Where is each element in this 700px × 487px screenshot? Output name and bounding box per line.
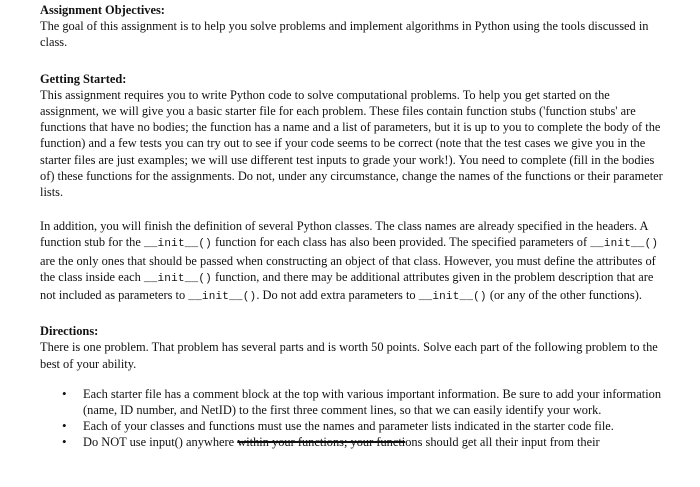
getting-started-paragraph-1: This assignment requires you to write Python code to solve computational problems. To help you get started on the assignment, we will give you a basic starter file for each problem. These files contain function stubs ('function stubs' are functions that have no bodies; the function has a name and a list of parameters, but it is up to you to complete the body of the function) and a few tests you can try out to see if your code seems to be correct (note that the test cases we give you in the starter files are just examples; we will use different test inputs to grade your work!). You need to complete (fill in the bodies of) these functions for the assignments. Do not, under any circumstance, change the names of the functions or their parameter lists. <box>40 87 663 200</box>
list-item-text <box>83 435 600 449</box>
directions-heading: Directions: <box>40 324 99 339</box>
objectives-heading: Assignment Objectives: <box>40 3 165 17</box>
text-run: (or any of the other functions). <box>486 288 642 303</box>
text-run: In addition, you will finish the definition of several Python classes. The class names are already specified in the headers. A function stub for the <box>40 219 648 250</box>
init-code: __init__() <box>188 291 257 304</box>
spacer <box>40 51 664 71</box>
bullet-icon: • <box>62 385 67 401</box>
list-item-text: Each starter file has a comment block at the top with various important information. Be sure to add your information (name, ID number, and NetID) to the first three comment lines, so that we can easily identify your work. <box>83 386 662 418</box>
text-run: function for each class has also been provided. The specified parameters of <box>211 235 591 250</box>
init-code: __init__() <box>143 238 212 251</box>
objectives-text: The goal of this assignment is to help you solve problems and implement algorithms in Python using the tools discussed in class. <box>40 19 649 50</box>
directions-bullet-list <box>40 386 664 451</box>
text-run: ons should get all their input from their <box>405 435 600 450</box>
bullet-icon: • <box>62 434 67 450</box>
spacer <box>40 305 664 323</box>
list-item <box>40 418 664 434</box>
list-item <box>40 434 664 450</box>
text-run: . Do not add extra parameters to <box>256 288 419 303</box>
text-run: function, and there may be additional attributes given in the problem description that are not included as parameters to <box>40 269 654 303</box>
bullet-icon: • <box>62 418 67 434</box>
init-code: __init__() <box>143 272 212 285</box>
document-page <box>40 2 664 451</box>
init-code: __init__() <box>418 291 487 304</box>
getting-started-heading: Getting Started: <box>40 71 127 86</box>
directions-text: There is one problem. That problem has several parts and is worth 50 points. Solve each part of the following problem to the best of your ability. <box>40 340 658 371</box>
getting-started-paragraph-2 <box>40 218 664 305</box>
list-item <box>40 386 664 418</box>
spacer <box>40 372 664 386</box>
text-run: Do NOT use input() anywhere <box>83 435 238 450</box>
spacer <box>40 200 664 218</box>
list-item-text: Each of your classes and functions must use the names and parameter lists indicated in the starter code file. <box>83 419 614 434</box>
text-run: are the only ones that should be passed when constructing an object of that class. However, you must define the attributes of the class inside each <box>40 253 656 284</box>
init-code: __init__() <box>590 238 659 251</box>
struck-text: within your functions; your functi <box>237 435 406 450</box>
